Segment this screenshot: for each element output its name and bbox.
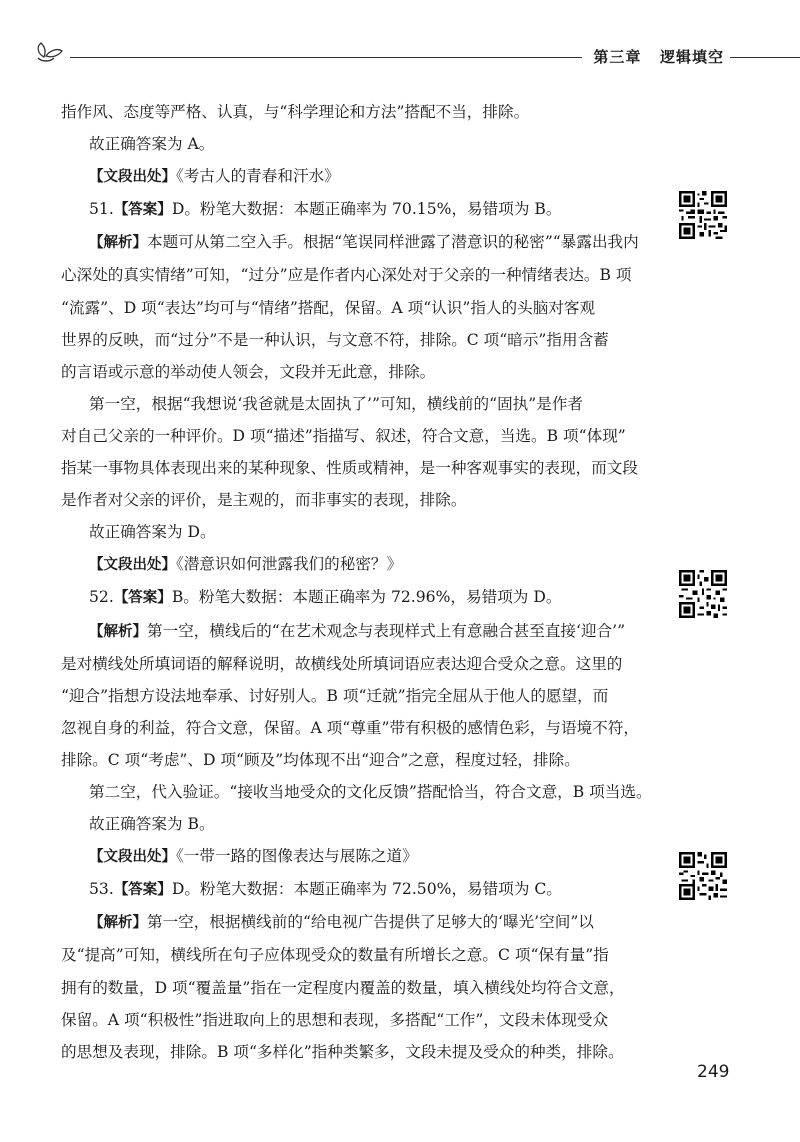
text-line: 是作者对父亲的评价，是主观的，而非事实的表现，排除。 <box>61 491 467 510</box>
page-number: 249 <box>697 1062 730 1082</box>
qr-code-icon[interactable] <box>679 191 727 239</box>
source-line <box>61 548 741 581</box>
question-number: 53. <box>89 880 114 899</box>
source-line <box>61 840 741 873</box>
text-line: “流露”、D 项“表达”均可与“情绪”搭配，保留。A 项“认识”指人的头脑对客观 <box>61 298 596 317</box>
text-line: 及“提高”可知，横线所在句子应体现受众的数量有所增长之意。C 项“保有量”指 <box>61 946 609 965</box>
text-line: 排除。C 项“考虑”、D 项“顾及”均体现不出“迎合”之意，程度过轻，排除。 <box>61 750 580 769</box>
header-rule-left <box>70 57 582 58</box>
text-line: 世界的反映，而“过分”不是一种认识，与文意不符，排除。C 项“暗示”指用含蓄 <box>61 330 609 349</box>
answer-label: 【答案】 <box>113 590 172 607</box>
analysis-label: 【解析】 <box>89 623 147 640</box>
text-line: 对自己父亲的一种评价。D 项“描述”指描写、叙述，符合文意，当选。B 项“体现” <box>61 426 626 445</box>
text-line: 第一空，根据“我想说‘我爸就是太固执了’”可知，横线前的“固执”是作者 <box>89 394 584 413</box>
source-label: 【文段出处】 <box>89 169 176 186</box>
qr-code-icon[interactable] <box>679 852 727 900</box>
answer-text: D。粉笔大数据：本题正确率为 70.15%，易错项为 B。 <box>171 200 562 219</box>
source-title: 《考古人的青春和汗水》 <box>176 167 340 186</box>
answer-line <box>61 193 741 226</box>
analysis-text: 第一空，根据横线前的“给电视广告提供了足够大的‘曝光’空间”以 <box>147 913 594 932</box>
question-number: 51. <box>89 200 114 219</box>
text-line: 拥有的数量，D 项“覆盖量”指在一定程度内覆盖的数量，填入横线处均符合文意， <box>61 978 625 997</box>
leaf-ornament-icon <box>32 36 72 66</box>
text-line: 指作风、态度等严格、认真，与“科学理论和方法”搭配不当，排除。 <box>61 103 530 121</box>
text-line: 心深处的真实情绪”可知，“过分”应是作者内心深处对于父亲的一种情绪表达。B 项 <box>61 266 632 285</box>
answer-text: D。粉笔大数据：本题正确率为 72.50%，易错项为 C。 <box>171 880 562 899</box>
text-line: 的言语或示意的举动使人领会，文段并无此意，排除。 <box>61 362 436 381</box>
qr-code-icon[interactable] <box>679 570 727 618</box>
page-header <box>32 36 800 72</box>
answer-label: 【答案】 <box>113 202 172 219</box>
question-number: 52. <box>89 588 114 607</box>
source-label: 【文段出处】 <box>89 849 176 866</box>
text-line: 忽视自身的利益，符合文意，保留。A 项“尊重”带有积极的感情色彩，与语境不符， <box>61 718 639 737</box>
text-line: “迎合”指想方设法地奉承、讨好别人。B 项“迁就”指完全屈从于他人的愿望，而 <box>61 686 609 705</box>
page-body <box>61 96 741 1068</box>
source-label: 【文段出处】 <box>89 557 176 574</box>
analysis-text: 第一空，横线后的“在艺术观念与表现样式上有意融合甚至直接‘迎合’” <box>147 621 626 640</box>
answer-line <box>61 873 741 906</box>
source-title: 《一带一路的图像表达与展陈之道》 <box>176 847 418 866</box>
text-line: 是对横线处所填词语的解释说明，故横线处所填词语应表达迎合受众之意。这里的 <box>61 654 623 673</box>
analysis-text: 本题可从第二空入手。根据“笔误同样泄露了潜意识的秘密”“暴露出我内 <box>147 233 639 252</box>
answer-label: 【答案】 <box>113 882 172 899</box>
text-line: 故正确答案为 D。 <box>89 523 216 542</box>
text-line: 的思想及表现，排除。B 项“多样化”指种类繁多，文段未提及受众的种类，排除。 <box>61 1042 624 1061</box>
answer-text: B。粉笔大数据：本题正确率为 72.96%，易错项为 D。 <box>171 588 562 607</box>
analysis-label: 【解析】 <box>89 235 147 252</box>
source-line <box>61 160 741 193</box>
analysis-line <box>61 615 741 648</box>
text-line: 保留。A 项“积极性”指进取向上的思想和表现，多搭配“工作”，文段未体现受众 <box>61 1010 609 1029</box>
analysis-label: 【解析】 <box>89 915 147 932</box>
source-title: 《潜意识如何泄露我们的秘密？》 <box>176 555 403 574</box>
text-line: 第二空，代入验证。“接收当地受众的文化反馈”搭配恰当，符合文意，B 项当选。 <box>89 782 652 801</box>
answer-line <box>61 581 741 614</box>
text-line: 指某一事物具体表现出来的某种现象、性质或精神，是一种客观事实的表现，而文段 <box>61 459 638 478</box>
analysis-line <box>61 906 741 939</box>
analysis-line <box>61 226 741 259</box>
text-line: 故正确答案为 A。 <box>89 135 215 154</box>
text-line: 故正确答案为 B。 <box>89 815 215 834</box>
chapter-title: 第三章 逻辑填空 <box>593 48 724 66</box>
header-rule-right <box>730 57 800 58</box>
